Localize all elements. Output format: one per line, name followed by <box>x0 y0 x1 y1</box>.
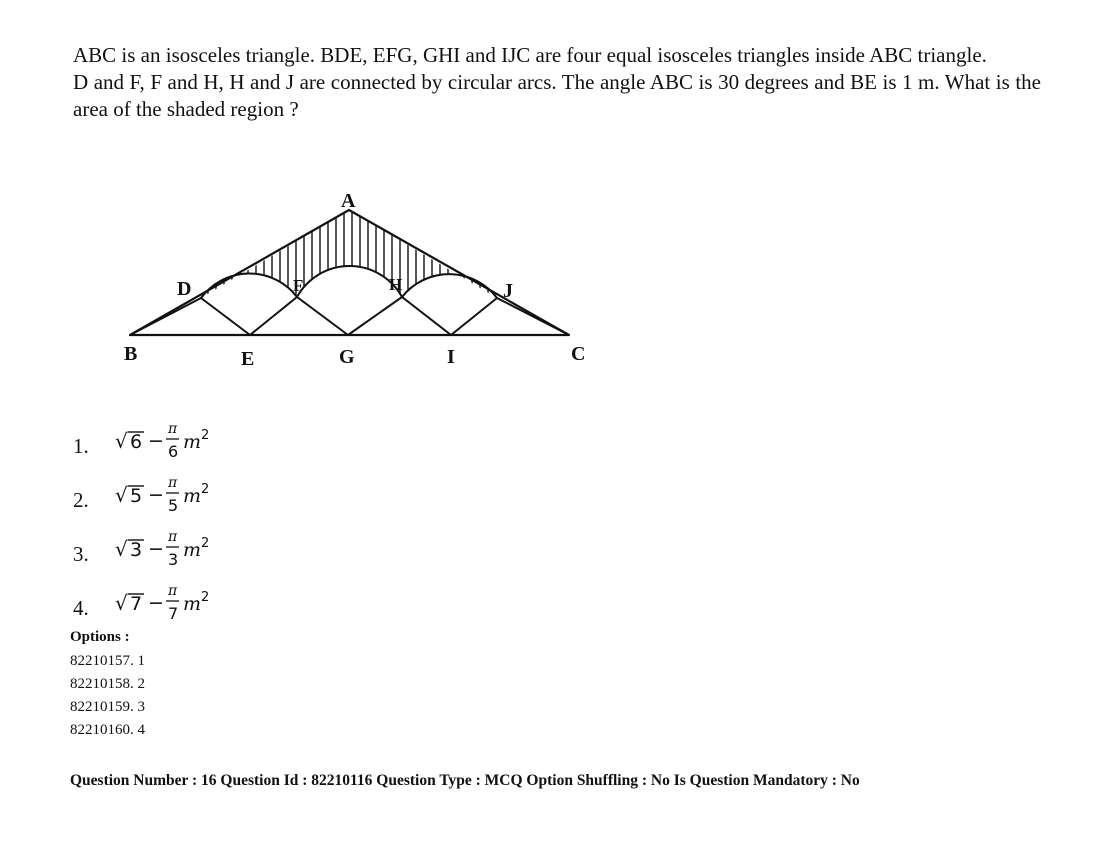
label-f: F <box>293 276 304 295</box>
question-line-1: ABC is an isosceles triangle. BDE, EFG, GHI and IJC are four equal isosceles triangles inside ABC triangle. <box>73 43 987 67</box>
unit: m <box>183 485 202 507</box>
minus-sign: − <box>148 538 164 560</box>
label-g: G <box>339 346 355 368</box>
choice-number: 1. <box>73 434 89 458</box>
option-id-3: 82210159. 3 <box>70 699 145 715</box>
label-e: E <box>241 348 255 370</box>
choice-number: 3. <box>73 542 89 566</box>
pi-symbol: π <box>168 529 178 545</box>
minus-sign: − <box>148 484 164 506</box>
option-id-2: 82210158. 2 <box>70 676 145 692</box>
label-d: D <box>177 278 192 300</box>
label-b: B <box>124 343 138 365</box>
denominator: 5 <box>168 496 179 515</box>
radical-sign: √ <box>115 429 128 453</box>
radical-sign: √ <box>115 537 128 561</box>
label-c: C <box>571 343 586 365</box>
choice-expression <box>115 474 265 524</box>
triangle-bde <box>130 298 250 335</box>
denominator: 6 <box>168 442 179 461</box>
exponent: 2 <box>201 536 210 551</box>
radicand: 7 <box>130 593 143 615</box>
unit: m <box>183 431 202 453</box>
question-text <box>73 42 1041 123</box>
exponent: 2 <box>201 482 210 497</box>
options-list <box>70 628 145 742</box>
question-line-2: D and F, F and H, H and J are connected by circular arcs. The angle ABC is 30 degrees and BE is 1 m. What is the area of the shaded region ? <box>73 70 1041 121</box>
pi-symbol: π <box>168 421 178 437</box>
option-id-1: 82210157. 1 <box>70 653 145 669</box>
label-h: H <box>389 275 403 294</box>
unit: m <box>183 539 202 561</box>
choice-number: 4. <box>73 596 89 620</box>
choice-expression <box>115 528 265 578</box>
triangle-ijc <box>451 298 569 335</box>
triangle-diagram <box>110 180 610 380</box>
pi-symbol: π <box>168 583 178 599</box>
radicand: 3 <box>130 539 143 561</box>
shaded-region <box>201 210 497 298</box>
label-a: A <box>341 190 356 212</box>
options-title: Options : <box>70 629 130 645</box>
triangle-ghi <box>348 297 451 335</box>
unit: m <box>183 593 202 615</box>
label-j: J <box>503 280 513 302</box>
radicand: 6 <box>130 431 143 453</box>
exponent: 2 <box>201 428 210 443</box>
question-metadata: Question Number : 16 Question Id : 82210116 Question Type : MCQ Option Shuffling : No Is Question Mandatory : No <box>70 772 860 789</box>
triangle-figure <box>110 180 610 385</box>
radicand: 5 <box>130 485 143 507</box>
option-id-4: 82210160. 4 <box>70 722 145 738</box>
minus-sign: − <box>148 430 164 452</box>
radical-sign: √ <box>115 591 128 615</box>
denominator: 3 <box>168 550 179 569</box>
denominator: 7 <box>168 604 179 623</box>
pi-symbol: π <box>168 475 178 491</box>
minus-sign: − <box>148 592 164 614</box>
exponent: 2 <box>201 590 210 605</box>
choice-expression <box>115 582 265 632</box>
choice-expression <box>115 420 265 470</box>
radical-sign: √ <box>115 483 128 507</box>
choice-number: 2. <box>73 488 89 512</box>
triangle-efg <box>250 297 348 335</box>
label-i: I <box>447 346 455 368</box>
